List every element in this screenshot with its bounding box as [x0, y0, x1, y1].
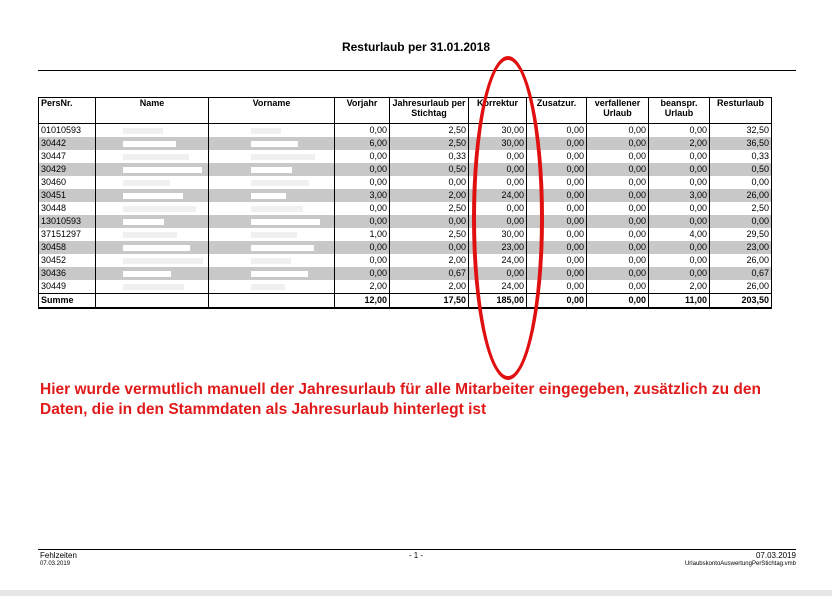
name-cell — [96, 150, 209, 163]
sum-rest: 203,50 — [710, 294, 772, 309]
verfallen-cell: 0,00 — [587, 267, 649, 280]
col-header-vorname: Vorname — [209, 98, 335, 124]
beanspr-cell: 0,00 — [649, 150, 710, 163]
name-cell — [96, 228, 209, 241]
title-divider — [38, 70, 796, 71]
sum-label: Summe — [39, 294, 96, 309]
rest-cell: 29,50 — [710, 228, 772, 241]
vorname-cell — [209, 163, 335, 176]
vorname-cell — [209, 254, 335, 267]
redaction-mask — [251, 271, 308, 277]
name-cell — [96, 163, 209, 176]
jahresurlaub-cell: 0,00 — [390, 176, 469, 189]
jahresurlaub-cell: 0,67 — [390, 267, 469, 280]
vorjahr-cell: 0,00 — [335, 215, 390, 228]
zusatz-cell: 0,00 — [527, 228, 587, 241]
redaction-mask — [251, 258, 291, 264]
redaction-mask — [251, 167, 292, 173]
vorjahr-cell: 0,00 — [335, 150, 390, 163]
table-row — [39, 241, 772, 254]
jahresurlaub-cell: 2,50 — [390, 137, 469, 150]
persnr-cell: 30447 — [39, 150, 96, 163]
name-cell — [96, 124, 209, 138]
jahresurlaub-cell: 2,50 — [390, 228, 469, 241]
rest-cell: 0,33 — [710, 150, 772, 163]
verfallen-cell: 0,00 — [587, 163, 649, 176]
verfallen-cell: 0,00 — [587, 228, 649, 241]
col-header-verfallen: verfallener Urlaub — [587, 98, 649, 124]
verfallen-cell: 0,00 — [587, 241, 649, 254]
vorname-cell — [209, 137, 335, 150]
verfallen-cell: 0,00 — [587, 280, 649, 294]
vacation-table — [38, 97, 772, 309]
redaction-mask — [123, 284, 184, 290]
verfallen-cell: 0,00 — [587, 150, 649, 163]
korrektur-cell: 24,00 — [469, 189, 527, 202]
redaction-mask — [251, 245, 314, 251]
vorjahr-cell: 0,00 — [335, 254, 390, 267]
redaction-mask — [123, 245, 190, 251]
rest-cell: 26,00 — [710, 254, 772, 267]
col-header-jahresurlaub: Jahresurlaub per Stichtag — [390, 98, 469, 124]
sum-name-cell — [96, 294, 209, 309]
redaction-mask — [123, 193, 183, 199]
vorjahr-cell: 2,00 — [335, 280, 390, 294]
sum-beanspr: 11,00 — [649, 294, 710, 309]
verfallen-cell: 0,00 — [587, 215, 649, 228]
sum-vorjahr: 12,00 — [335, 294, 390, 309]
persnr-cell: 37151297 — [39, 228, 96, 241]
redaction-mask — [123, 271, 171, 277]
vorjahr-cell: 0,00 — [335, 267, 390, 280]
vorjahr-cell: 1,00 — [335, 228, 390, 241]
redaction-mask — [251, 154, 315, 160]
persnr-cell: 30458 — [39, 241, 96, 254]
zusatz-cell: 0,00 — [527, 163, 587, 176]
persnr-cell: 30436 — [39, 267, 96, 280]
table-row — [39, 228, 772, 241]
redaction-mask — [123, 128, 163, 134]
vorname-cell — [209, 228, 335, 241]
redaction-mask — [123, 219, 164, 225]
redaction-mask — [251, 180, 309, 186]
jahresurlaub-cell: 0,00 — [390, 241, 469, 254]
zusatz-cell: 0,00 — [527, 254, 587, 267]
table-row — [39, 280, 772, 294]
redaction-mask — [123, 258, 203, 264]
footer-left-label: Fehlzeiten — [40, 551, 77, 560]
beanspr-cell: 3,00 — [649, 189, 710, 202]
name-cell — [96, 137, 209, 150]
footer-right-file: UrlaubskontoAuswertungPerStichtag.vmb — [684, 561, 796, 567]
redaction-mask — [251, 284, 285, 290]
rest-cell: 0,67 — [710, 267, 772, 280]
rest-cell: 32,50 — [710, 124, 772, 138]
beanspr-cell: 0,00 — [649, 241, 710, 254]
name-cell — [96, 189, 209, 202]
redaction-mask — [251, 219, 320, 225]
beanspr-cell: 2,00 — [649, 280, 710, 294]
name-cell — [96, 176, 209, 189]
persnr-cell: 30452 — [39, 254, 96, 267]
jahresurlaub-cell: 2,50 — [390, 124, 469, 138]
rest-cell: 26,00 — [710, 189, 772, 202]
col-header-vorjahr: Vorjahr — [335, 98, 390, 124]
redaction-mask — [251, 206, 303, 212]
redaction-mask — [251, 193, 286, 199]
verfallen-cell: 0,00 — [587, 124, 649, 138]
korrektur-cell: 23,00 — [469, 241, 527, 254]
vorjahr-cell: 3,00 — [335, 189, 390, 202]
beanspr-cell: 0,00 — [649, 163, 710, 176]
name-cell — [96, 215, 209, 228]
verfallen-cell: 0,00 — [587, 254, 649, 267]
vorname-cell — [209, 189, 335, 202]
persnr-cell: 01010593 — [39, 124, 96, 138]
jahresurlaub-cell: 0,33 — [390, 150, 469, 163]
table-row — [39, 254, 772, 267]
korrektur-cell: 0,00 — [469, 215, 527, 228]
zusatz-cell: 0,00 — [527, 215, 587, 228]
col-header-persnr: PersNr. — [39, 98, 96, 124]
korrektur-cell: 30,00 — [469, 137, 527, 150]
table-row — [39, 267, 772, 280]
vorname-cell — [209, 215, 335, 228]
sum-row — [39, 294, 772, 309]
redaction-mask — [123, 154, 189, 160]
rest-cell: 2,50 — [710, 202, 772, 215]
beanspr-cell: 2,00 — [649, 137, 710, 150]
persnr-cell: 30442 — [39, 137, 96, 150]
beanspr-cell: 0,00 — [649, 176, 710, 189]
verfallen-cell: 0,00 — [587, 202, 649, 215]
table-row — [39, 215, 772, 228]
footer-left-date: 07.03.2019 — [40, 561, 71, 567]
zusatz-cell: 0,00 — [527, 267, 587, 280]
table-row — [39, 189, 772, 202]
jahresurlaub-cell: 2,00 — [390, 280, 469, 294]
vorname-cell — [209, 150, 335, 163]
sum-verfallen: 0,00 — [587, 294, 649, 309]
name-cell — [96, 280, 209, 294]
sum-korrektur: 185,00 — [469, 294, 527, 309]
beanspr-cell: 4,00 — [649, 228, 710, 241]
sum-jahresurlaub: 17,50 — [390, 294, 469, 309]
vorname-cell — [209, 241, 335, 254]
vorjahr-cell: 0,00 — [335, 202, 390, 215]
bottom-band — [0, 590, 832, 596]
redaction-mask — [123, 141, 176, 147]
vorjahr-cell: 0,00 — [335, 163, 390, 176]
vorname-cell — [209, 124, 335, 138]
vorjahr-cell: 0,00 — [335, 124, 390, 138]
zusatz-cell: 0,00 — [527, 124, 587, 138]
table-row — [39, 176, 772, 189]
table-body — [39, 124, 772, 294]
jahresurlaub-cell: 2,50 — [390, 202, 469, 215]
redaction-mask — [123, 167, 202, 173]
korrektur-cell: 24,00 — [469, 254, 527, 267]
zusatz-cell: 0,00 — [527, 137, 587, 150]
beanspr-cell: 0,00 — [649, 124, 710, 138]
korrektur-cell: 30,00 — [469, 124, 527, 138]
annotation-oval — [472, 56, 544, 380]
col-header-zusatz: Zusatzur. — [527, 98, 587, 124]
footer-right-date: 07.03.2019 — [755, 551, 796, 560]
korrektur-cell: 0,00 — [469, 202, 527, 215]
sum-zusatz: 0,00 — [527, 294, 587, 309]
zusatz-cell: 0,00 — [527, 280, 587, 294]
jahresurlaub-cell: 2,00 — [390, 189, 469, 202]
persnr-cell: 30460 — [39, 176, 96, 189]
rest-cell: 36,50 — [710, 137, 772, 150]
name-cell — [96, 202, 209, 215]
zusatz-cell: 0,00 — [527, 150, 587, 163]
vorname-cell — [209, 280, 335, 294]
col-header-korrektur: Korrektur — [469, 98, 527, 124]
redaction-mask — [251, 232, 297, 238]
jahresurlaub-cell: 2,00 — [390, 254, 469, 267]
jahresurlaub-cell: 0,50 — [390, 163, 469, 176]
persnr-cell: 30451 — [39, 189, 96, 202]
zusatz-cell: 0,00 — [527, 241, 587, 254]
beanspr-cell: 0,00 — [649, 215, 710, 228]
korrektur-cell: 0,00 — [469, 176, 527, 189]
persnr-cell: 13010593 — [39, 215, 96, 228]
col-header-resturlaub: Resturlaub — [710, 98, 772, 124]
name-cell — [96, 254, 209, 267]
korrektur-cell: 0,00 — [469, 150, 527, 163]
report-title: Resturlaub per 31.01.2018 — [341, 40, 491, 54]
table-row — [39, 137, 772, 150]
table-row — [39, 163, 772, 176]
verfallen-cell: 0,00 — [587, 189, 649, 202]
col-header-beanspr: beanspr. Urlaub — [649, 98, 710, 124]
col-header-name: Name — [96, 98, 209, 124]
persnr-cell: 30449 — [39, 280, 96, 294]
name-cell — [96, 241, 209, 254]
vorjahr-cell: 0,00 — [335, 241, 390, 254]
zusatz-cell: 0,00 — [527, 176, 587, 189]
footer-divider — [38, 549, 796, 550]
zusatz-cell: 0,00 — [527, 202, 587, 215]
footer-page-number: - 1 - — [408, 551, 424, 560]
rest-cell: 0,00 — [710, 215, 772, 228]
korrektur-cell: 0,00 — [469, 163, 527, 176]
jahresurlaub-cell: 0,00 — [390, 215, 469, 228]
beanspr-cell: 0,00 — [649, 202, 710, 215]
vorname-cell — [209, 202, 335, 215]
redaction-mask — [123, 180, 170, 186]
verfallen-cell: 0,00 — [587, 176, 649, 189]
rest-cell: 23,00 — [710, 241, 772, 254]
vorjahr-cell: 0,00 — [335, 176, 390, 189]
beanspr-cell: 0,00 — [649, 254, 710, 267]
rest-cell: 0,50 — [710, 163, 772, 176]
name-cell — [96, 267, 209, 280]
sum-vorname-cell — [209, 294, 335, 309]
annotation-note: Hier wurde vermutlich manuell der Jahresurlaub für alle Mitarbeiter eingegeben, zusätzlich zu den Daten, die in den Stammdaten als Jahresurlaub hinterlegt ist — [40, 381, 761, 418]
beanspr-cell: 0,00 — [649, 267, 710, 280]
table-header-row — [39, 98, 772, 124]
korrektur-cell: 0,00 — [469, 267, 527, 280]
redaction-mask — [123, 232, 177, 238]
redaction-mask — [123, 206, 196, 212]
korrektur-cell: 24,00 — [469, 280, 527, 294]
table-row — [39, 150, 772, 163]
table-row — [39, 124, 772, 138]
vorname-cell — [209, 176, 335, 189]
persnr-cell: 30448 — [39, 202, 96, 215]
verfallen-cell: 0,00 — [587, 137, 649, 150]
table-row — [39, 202, 772, 215]
korrektur-cell: 30,00 — [469, 228, 527, 241]
vorjahr-cell: 6,00 — [335, 137, 390, 150]
zusatz-cell: 0,00 — [527, 189, 587, 202]
persnr-cell: 30429 — [39, 163, 96, 176]
vorname-cell — [209, 267, 335, 280]
redaction-mask — [251, 141, 298, 147]
rest-cell: 26,00 — [710, 280, 772, 294]
redaction-mask — [251, 128, 281, 134]
rest-cell: 0,00 — [710, 176, 772, 189]
